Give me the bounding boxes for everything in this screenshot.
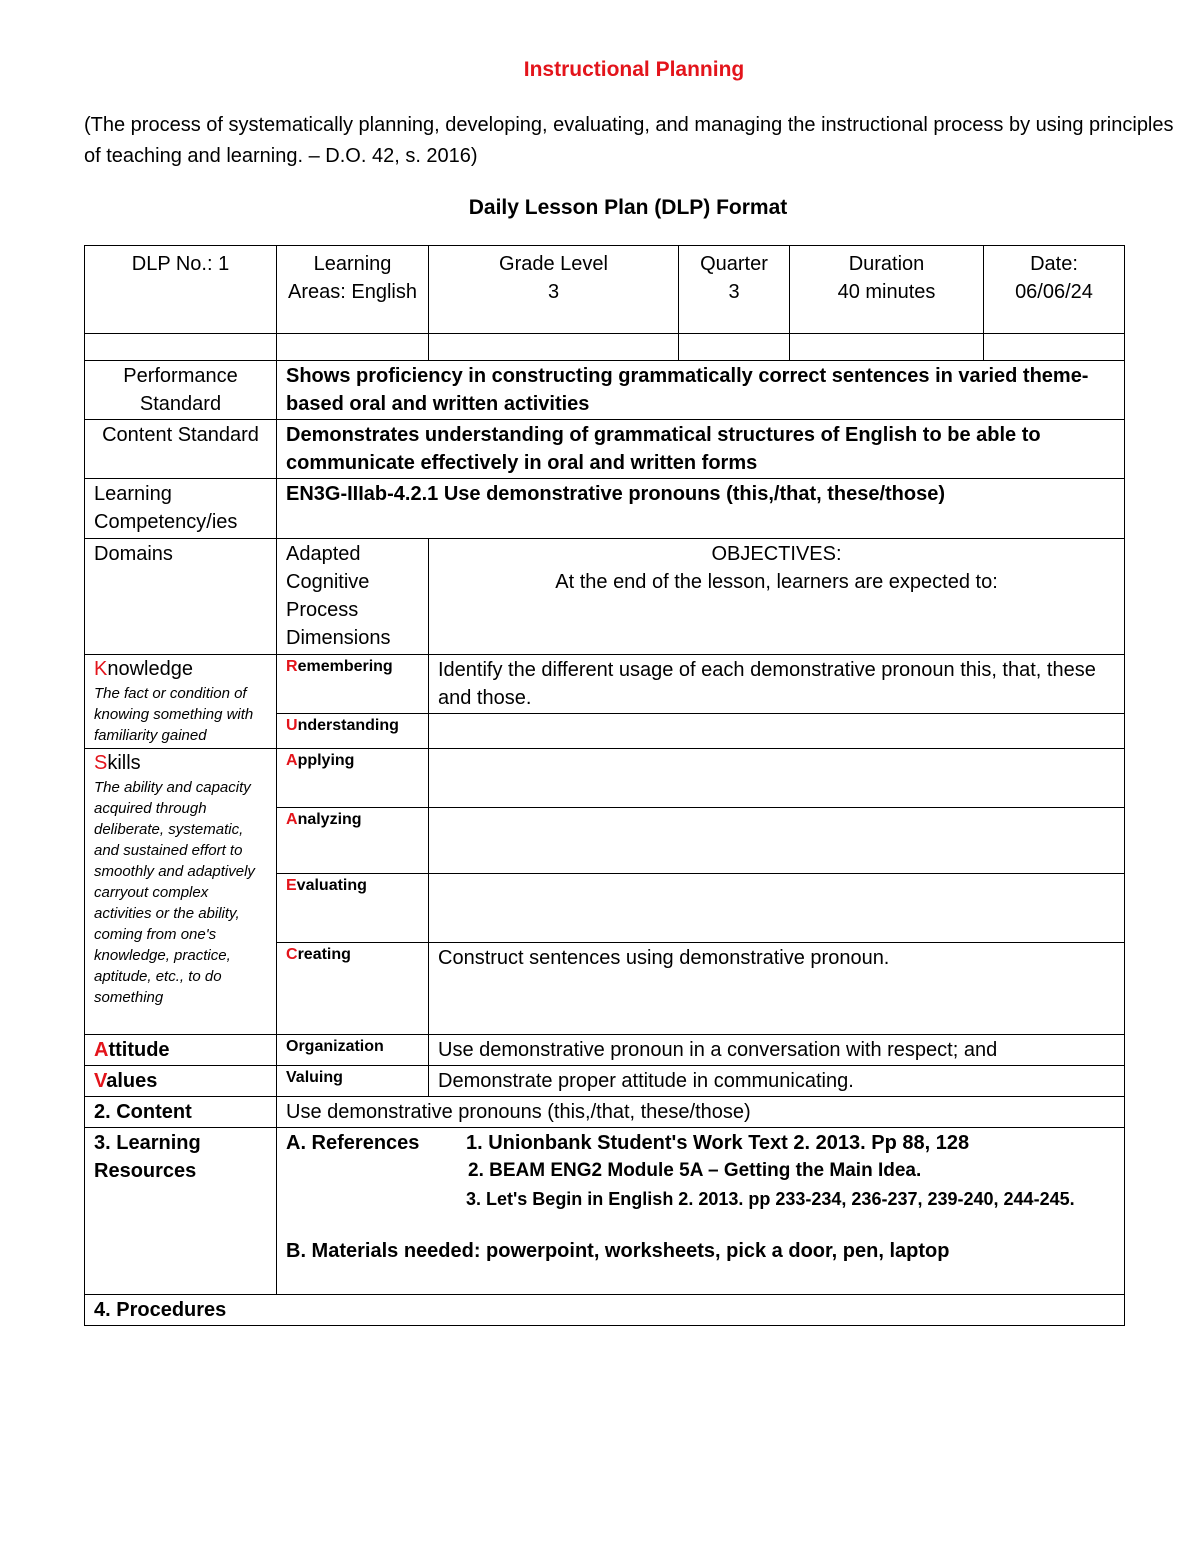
- quarter-cell: [679, 246, 790, 334]
- info-row: [85, 246, 1125, 334]
- learning-areas: Learning Areas: English: [277, 246, 429, 334]
- domains-label: Domains: [85, 539, 277, 655]
- content-standard-row: [85, 420, 1125, 479]
- content-label: 2. Content: [85, 1097, 277, 1128]
- valuing-level: Valuing: [277, 1066, 429, 1097]
- learning-resources-label: 3. Learning Resources: [85, 1128, 277, 1295]
- creating-initial: C: [286, 946, 298, 963]
- empty-cell: [790, 334, 984, 361]
- creating-objective: Construct sentences using demonstrative pronoun.: [429, 943, 1125, 1035]
- remembering-level: [277, 655, 429, 714]
- adapted-dimensions-label: Adapted Cognitive Process Dimensions: [277, 539, 429, 655]
- understanding-objective: [429, 714, 1125, 749]
- procedures-label: 4. Procedures: [85, 1295, 1125, 1326]
- values-domain: [85, 1066, 277, 1097]
- grade-level-value: 3: [547, 281, 560, 303]
- skills-label: kills: [107, 752, 141, 774]
- content-standard-text: Demonstrates understanding of grammatical structures of English to be able to communicate effectively in oral and written forms: [277, 420, 1125, 479]
- applying-row: [85, 749, 1125, 808]
- grade-level-label: Grade Level: [499, 253, 608, 275]
- knowledge-description: The fact or condition of knowing something with familiarity gained: [94, 685, 254, 744]
- empty-row: [85, 334, 1125, 361]
- evaluating-level: [277, 874, 429, 943]
- evaluating-label: valuating: [296, 877, 367, 894]
- attitude-initial: A: [94, 1039, 109, 1061]
- objectives-title: OBJECTIVES:: [711, 543, 842, 565]
- duration-label: Duration: [848, 253, 925, 275]
- organization-level: Organization: [277, 1035, 429, 1066]
- understanding-level: [277, 714, 429, 749]
- content-standard-label: Content Standard: [85, 420, 277, 479]
- materials-needed: B. Materials needed: powerpoint, worksheets, pick a door, pen, laptop: [286, 1240, 950, 1262]
- valuing-objective: Demonstrate proper attitude in communicating.: [429, 1066, 1125, 1097]
- knowledge-label: nowledge: [107, 658, 193, 680]
- grade-level-cell: [429, 246, 679, 334]
- knowledge-domain: [85, 655, 277, 749]
- attitude-domain: [85, 1035, 277, 1066]
- page-title: Instructional Planning: [523, 58, 745, 81]
- performance-standard-text: Shows proficiency in constructing grammatically correct sentences in varied theme-based oral and written activities: [277, 361, 1125, 420]
- reference-3: 3. Let's Begin in English 2. 2013. pp 233-234, 236-237, 239-240, 244-245.: [466, 1189, 1075, 1209]
- empty-cell: [679, 334, 790, 361]
- analyzing-objective: [429, 808, 1125, 874]
- understanding-label: nderstanding: [297, 717, 399, 734]
- reference-2: 2. BEAM ENG2 Module 5A – Getting the Main Idea.: [468, 1160, 922, 1181]
- values-row: [85, 1066, 1125, 1097]
- values-label: alues: [106, 1070, 158, 1092]
- evaluating-objective: [429, 874, 1125, 943]
- learning-competency-text: EN3G-IIIab-4.2.1 Use demonstrative pronouns (this,/that, these/those): [277, 479, 1125, 539]
- content-text: Use demonstrative pronouns (this,/that, these/those): [277, 1097, 1125, 1128]
- analyzing-initial: A: [286, 811, 298, 828]
- remembering-label: emembering: [297, 658, 393, 675]
- procedures-row: [85, 1295, 1125, 1326]
- empty-cell: [277, 334, 429, 361]
- empty-cell: [984, 334, 1125, 361]
- analyzing-level: [277, 808, 429, 874]
- dlp-number: DLP No.: 1: [85, 246, 277, 334]
- evaluating-initial: E: [286, 877, 297, 894]
- performance-standard-label: Performance Standard: [85, 361, 277, 420]
- duration-cell: [790, 246, 984, 334]
- reference-1: 1. Unionbank Student's Work Text 2. 2013. Pp 88, 128: [466, 1132, 970, 1154]
- applying-label: pplying: [297, 752, 355, 769]
- remembering-initial: R: [286, 658, 298, 675]
- applying-level: [277, 749, 429, 808]
- dlp-table: [84, 245, 1125, 1326]
- date-value: 06/06/24: [1015, 281, 1093, 303]
- creating-level: [277, 943, 429, 1035]
- content-row: [85, 1097, 1125, 1128]
- understanding-initial: U: [286, 717, 298, 734]
- duration-value: 40 minutes: [837, 281, 936, 303]
- learning-competency-label: Learning Competency/ies: [85, 479, 277, 539]
- empty-cell: [85, 334, 277, 361]
- skills-initial: S: [94, 752, 108, 774]
- values-initial: V: [94, 1070, 107, 1092]
- quarter-label: Quarter: [700, 253, 768, 275]
- learning-competency-row: [85, 479, 1125, 539]
- date-cell: [984, 246, 1125, 334]
- analyzing-label: nalyzing: [297, 811, 362, 828]
- objectives-header: [429, 539, 1125, 655]
- references-label: A. References: [286, 1132, 420, 1154]
- intro-paragraph: (The process of systematically planning, developing, evaluating, and managing the instructional process by using principles of teaching and learning. – D.O. 42, s. 2016): [84, 114, 1174, 167]
- learning-resources-content: [277, 1128, 1125, 1295]
- attitude-row: [85, 1035, 1125, 1066]
- applying-objective: [429, 749, 1125, 808]
- skills-domain: [85, 749, 277, 1035]
- applying-initial: A: [286, 752, 298, 769]
- domains-header-row: [85, 539, 1125, 655]
- objectives-subtitle: At the end of the lesson, learners are expected to:: [555, 571, 998, 593]
- dlp-format-heading: Daily Lesson Plan (DLP) Format: [468, 196, 788, 219]
- performance-standard-row: [85, 361, 1125, 420]
- attitude-label: ttitude: [108, 1039, 170, 1061]
- knowledge-initial: K: [94, 658, 108, 680]
- date-label: Date:: [1030, 253, 1078, 275]
- remembering-row: [85, 655, 1125, 714]
- quarter-value: 3: [728, 281, 740, 303]
- creating-label: reating: [297, 946, 351, 963]
- remembering-objective: Identify the different usage of each demonstrative pronoun this, that, these and those.: [429, 655, 1125, 714]
- learning-resources-row: [85, 1128, 1125, 1295]
- empty-cell: [429, 334, 679, 361]
- skills-description: The ability and capacity acquired through deliberate, systematic, and sustained effort to smoothly and adaptively carryout complex activities or the ability, coming from one's knowledge, practice, aptitude, etc., to do something: [94, 779, 255, 1006]
- organization-objective: Use demonstrative pronoun in a conversation with respect; and: [429, 1035, 1125, 1066]
